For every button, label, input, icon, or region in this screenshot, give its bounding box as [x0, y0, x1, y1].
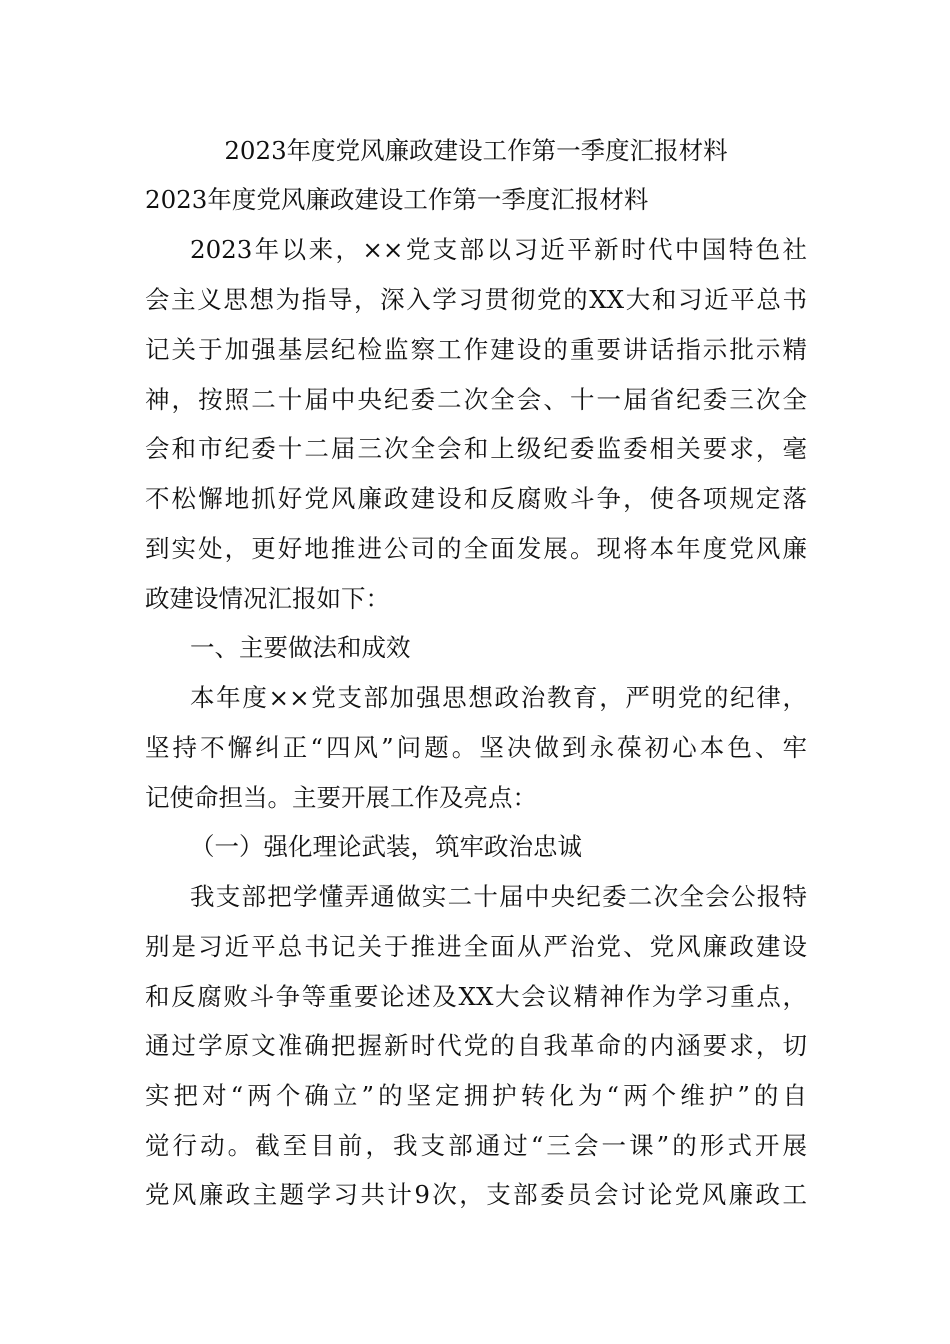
paragraph-line: 本年度××党支部加强思想政治教育，严明党的纪律，	[190, 683, 807, 712]
paragraph-line: 通过学原文准确把握新时代党的自我革命的内涵要求，切	[145, 1031, 807, 1060]
paragraph-line: 党风廉政主题学习共计9次，支部委员会讨论党风廉政工	[145, 1180, 807, 1209]
document-title: 2023年度党风廉政建设工作第一季度汇报材料	[224, 136, 728, 165]
subsection-heading: （一）强化理论武装，筑牢政治忠诚	[190, 832, 582, 861]
paragraph-line: 坚持不懈纠正“四风”问题。坚决做到永葆初心本色、牢	[145, 733, 807, 762]
paragraph-line: 记关于加强基层纪检监察工作建设的重要讲话指示批示精	[145, 335, 807, 364]
paragraph-line: 2023年以来，××党支部以习近平新时代中国特色社	[190, 235, 807, 264]
paragraph-line: 别是习近平总书记关于推进全面从严治党、党风廉政建设	[145, 932, 807, 961]
document-title-repeat: 2023年度党风廉政建设工作第一季度汇报材料	[145, 185, 649, 214]
paragraph-line: 记使命担当。主要开展工作及亮点：	[145, 783, 537, 812]
paragraph-line: 到实处，更好地推进公司的全面发展。现将本年度党风廉	[145, 534, 807, 563]
paragraph-line: 会主义思想为指导，深入学习贯彻党的XX大和习近平总书	[145, 285, 807, 314]
paragraph-line: 和反腐败斗争等重要论述及XX大会议精神作为学习重点，	[145, 982, 807, 1011]
paragraph-line: 政建设情况汇报如下：	[145, 584, 390, 613]
paragraph-line: 会和市纪委十二届三次全会和上级纪委监委相关要求，毫	[145, 434, 807, 463]
paragraph-line: 实把对“两个确立”的坚定拥护转化为“两个维护”的自	[145, 1081, 807, 1110]
paragraph-line: 觉行动。截至目前，我支部通过“三会一课”的形式开展	[145, 1131, 807, 1160]
paragraph-line: 神，按照二十届中央纪委二次全会、十一届省纪委三次全	[145, 385, 807, 414]
paragraph-line: 我支部把学懂弄通做实二十届中央纪委二次全会公报特	[190, 882, 807, 911]
section-heading: 一、主要做法和成效	[190, 633, 411, 662]
paragraph-line: 不松懈地抓好党风廉政建设和反腐败斗争，使各项规定落	[145, 484, 807, 513]
